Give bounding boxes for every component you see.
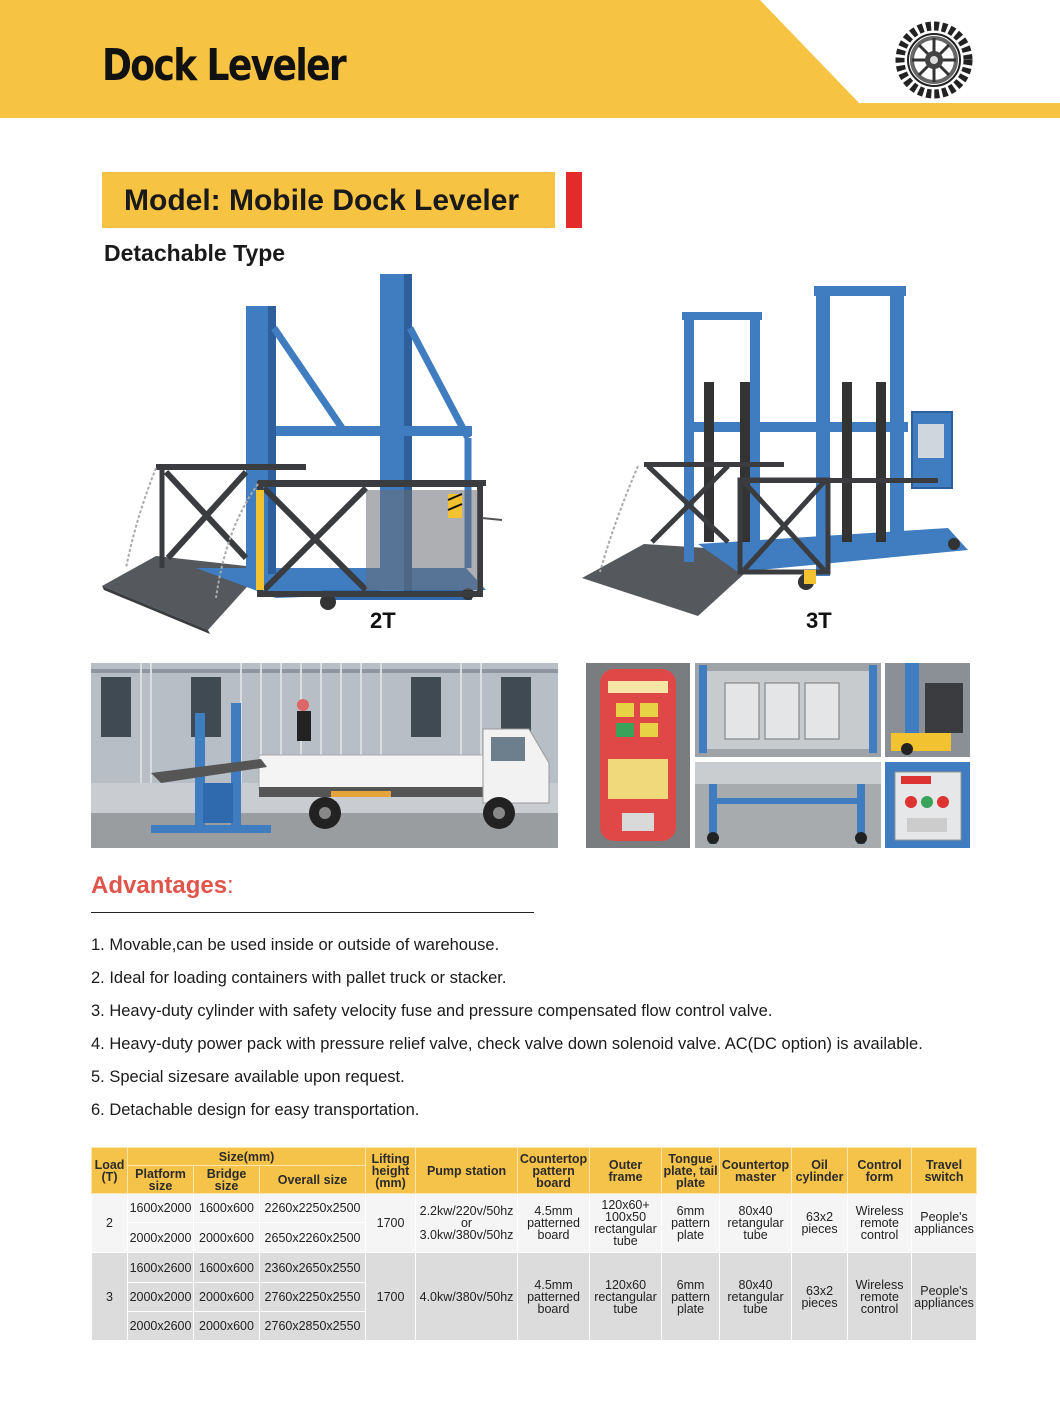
table-row bbox=[92, 1194, 977, 1223]
cell-platform: 2000x2600 bbox=[128, 1312, 194, 1341]
cell-countertop-master: 80x40 retangular tube bbox=[720, 1253, 792, 1341]
cell-travel: People's appliances bbox=[912, 1253, 977, 1341]
cell-overall: 2260x2250x2500 bbox=[260, 1194, 366, 1223]
cell-lifting: 1700 bbox=[366, 1194, 416, 1253]
header-tongue: Tongue plate, tail plate bbox=[662, 1148, 720, 1194]
advantage-item: 4. Heavy-duty power pack with pressure relief valve, check valve down solenoid valve. AC(DC option) is available. bbox=[91, 1035, 923, 1053]
advantage-item: 6. Detachable design for easy transportation. bbox=[91, 1101, 420, 1119]
advantage-item: 2. Ideal for loading containers with pallet truck or stacker. bbox=[91, 969, 507, 987]
advantages-list bbox=[91, 934, 923, 1132]
header-pump: Pump station bbox=[416, 1148, 518, 1194]
cell-bridge: 2000x600 bbox=[194, 1312, 260, 1341]
header-overall: Overall size bbox=[260, 1166, 366, 1194]
cell-countertop-master: 80x40 retangular tube bbox=[720, 1194, 792, 1253]
cell-oil: 63x2 pieces bbox=[792, 1194, 848, 1253]
cell-control: Wireless remote control bbox=[848, 1253, 912, 1341]
gear-chain-logo-icon bbox=[894, 20, 974, 100]
header-oil: Oil cylinder bbox=[792, 1148, 848, 1194]
cell-lifting: 1700 bbox=[366, 1253, 416, 1341]
cell-overall: 2760x2250x2550 bbox=[260, 1283, 366, 1312]
advantages-colon: : bbox=[227, 872, 234, 899]
cell-platform: 2000x2000 bbox=[128, 1283, 194, 1312]
cell-control: Wireless remote control bbox=[848, 1194, 912, 1253]
cell-countertop-board: 4.5mm patterned board bbox=[518, 1253, 590, 1341]
model-title: Model: Mobile Dock Leveler bbox=[124, 184, 520, 217]
cell-tongue: 6mm pattern plate bbox=[662, 1253, 720, 1341]
advantage-item: 1. Movable,can be used inside or outside of warehouse. bbox=[91, 936, 500, 954]
cell-travel: People's appliances bbox=[912, 1194, 977, 1253]
advantage-item: 3. Heavy-duty cylinder with safety velocity fuse and pressure compensated flow control valve. bbox=[91, 1002, 773, 1020]
cell-outer-frame: 120x60+ 100x50 rectangular tube bbox=[590, 1194, 662, 1253]
cell-bridge: 1600x600 bbox=[194, 1194, 260, 1223]
cell-oil: 63x2 pieces bbox=[792, 1253, 848, 1341]
cell-tongue: 6mm pattern plate bbox=[662, 1194, 720, 1253]
detail-photo-pump bbox=[885, 663, 970, 757]
header-travel: Travel switch bbox=[912, 1148, 977, 1194]
header-load: Load (T) bbox=[92, 1148, 128, 1194]
cell-load: 2 bbox=[92, 1194, 128, 1253]
remote-control-photo bbox=[586, 663, 690, 848]
cell-outer-frame: 120x60 rectangular tube bbox=[590, 1253, 662, 1341]
cell-countertop-board: 4.5mm patterned board bbox=[518, 1194, 590, 1253]
detail-photo-platform bbox=[695, 663, 881, 757]
cell-bridge: 1600x600 bbox=[194, 1253, 260, 1283]
cell-platform: 1600x2600 bbox=[128, 1253, 194, 1283]
spec-table bbox=[91, 1147, 977, 1341]
header-platform: Platform size bbox=[128, 1166, 194, 1194]
cell-pump: 2.2kw/220v/50hz or 3.0kw/380v/50hz bbox=[416, 1194, 518, 1253]
table-row bbox=[92, 1253, 977, 1283]
product-3t-image bbox=[578, 282, 978, 616]
header-outer-frame: Outer frame bbox=[590, 1148, 662, 1194]
product-2t-caption: 2T bbox=[370, 608, 396, 633]
product-2t-image bbox=[96, 268, 516, 640]
header-lifting: Lifting height (mm) bbox=[366, 1148, 416, 1194]
cell-overall: 2760x2850x2550 bbox=[260, 1312, 366, 1341]
header-countertop-board: Countertop pattern board bbox=[518, 1148, 590, 1194]
page-title: Dock Leveler bbox=[102, 40, 346, 91]
cell-bridge: 2000x600 bbox=[194, 1223, 260, 1253]
detail-photo-base bbox=[695, 762, 881, 848]
product-3t-caption: 3T bbox=[806, 608, 832, 633]
cell-load: 3 bbox=[92, 1253, 128, 1341]
cell-bridge: 2000x600 bbox=[194, 1283, 260, 1312]
header-bridge: Bridge size bbox=[194, 1166, 260, 1194]
advantages-title: Advantages bbox=[91, 872, 228, 899]
cell-overall: 2650x2260x2500 bbox=[260, 1223, 366, 1253]
model-subtitle: Detachable Type bbox=[104, 240, 286, 266]
advantage-item: 5. Special sizesare available upon request. bbox=[91, 1068, 405, 1086]
detail-photo-control-box bbox=[885, 762, 970, 848]
title-accent-bar bbox=[566, 172, 582, 228]
header-control: Control form bbox=[848, 1148, 912, 1194]
cell-platform: 2000x2000 bbox=[128, 1223, 194, 1253]
advantages-heading bbox=[91, 872, 234, 900]
truck-loading-photo bbox=[91, 663, 558, 848]
advantages-divider bbox=[91, 912, 534, 913]
header-countertop-master: Countertop master bbox=[720, 1148, 792, 1194]
header-size-group: Size(mm) bbox=[128, 1148, 366, 1166]
cell-platform: 1600x2000 bbox=[128, 1194, 194, 1223]
cell-pump: 4.0kw/380v/50hz bbox=[416, 1253, 518, 1341]
cell-overall: 2360x2650x2550 bbox=[260, 1253, 366, 1283]
